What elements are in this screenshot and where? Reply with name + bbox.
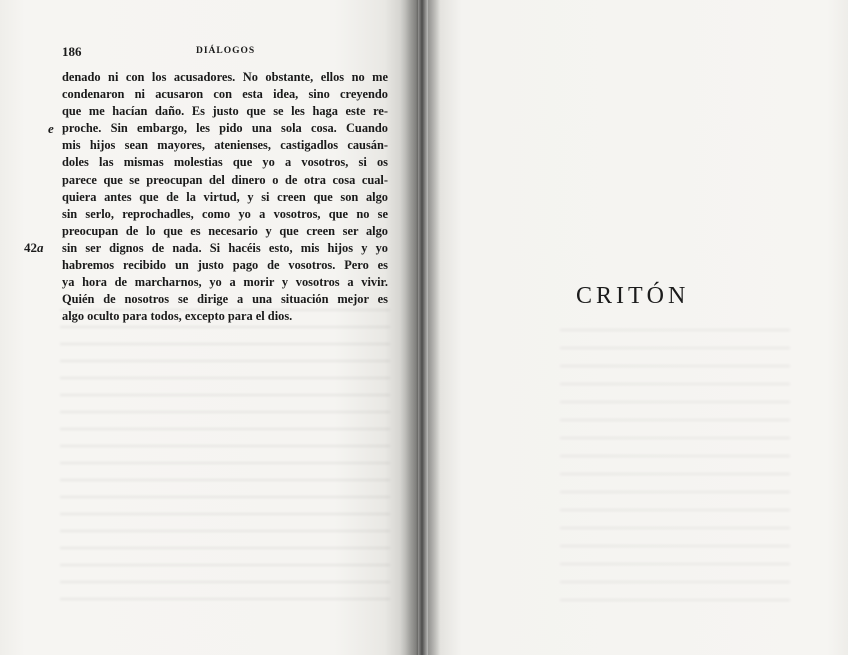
text-line: habremos recibido un justo pago de vosotros. Pero es: [62, 258, 388, 273]
text-line: sin ser dignos de nada. Si hacéis esto, mis hijos y yo: [62, 240, 388, 255]
body-text: [62, 69, 388, 325]
left-page: [0, 0, 418, 655]
stephanus-marker-e: e: [48, 121, 54, 136]
text-line: preocupan de lo que es necesario y que creen ser algo: [62, 223, 388, 238]
text-line: quiera antes que de la virtud, y si creen que son algo: [62, 189, 388, 204]
text-line: que me hacían daño. Es justo que se les haga este re-: [62, 104, 388, 119]
text-line: ya hora de marcharnos, yo a morir y vosotros a vivir.: [62, 275, 388, 290]
show-through-text: [60, 300, 390, 610]
chapter-title: CRITÓN: [576, 283, 690, 309]
stephanus-marker-42a: [24, 240, 44, 256]
page-number: 186: [62, 44, 82, 59]
text-line: mis hijos sean mayores, atenienses, castigadlos causán-: [62, 138, 388, 153]
text-line: denado ni con los acusadores. No obstante, ellos no me: [62, 70, 388, 84]
show-through-text-right: [560, 320, 790, 610]
running-head: [62, 44, 388, 60]
text-line: parece que se preocupan del dinero o de otra cosa cual-: [62, 172, 388, 187]
text-line: Quién de nosotros se dirige a una situación mejor es: [62, 292, 388, 307]
text-line: algo oculto para todos, excepto para el dios.: [62, 309, 293, 324]
text-line: proche. Sin embargo, les pido una sola cosa. Cuando: [62, 121, 388, 136]
running-title: DIÁLOGOS: [196, 46, 256, 56]
text-line: sin serlo, reprochadles, como yo a vosotros, que no se: [62, 206, 388, 221]
text-line: condenaron ni acusaron con esta idea, sino creyendo: [62, 87, 388, 102]
book-gutter: [400, 0, 440, 655]
text-line: doles las mismas molestias que yo a vosotros, si os: [62, 155, 388, 170]
stephanus-marker-letter: a: [37, 240, 44, 255]
stephanus-marker-number: 42: [24, 240, 37, 255]
